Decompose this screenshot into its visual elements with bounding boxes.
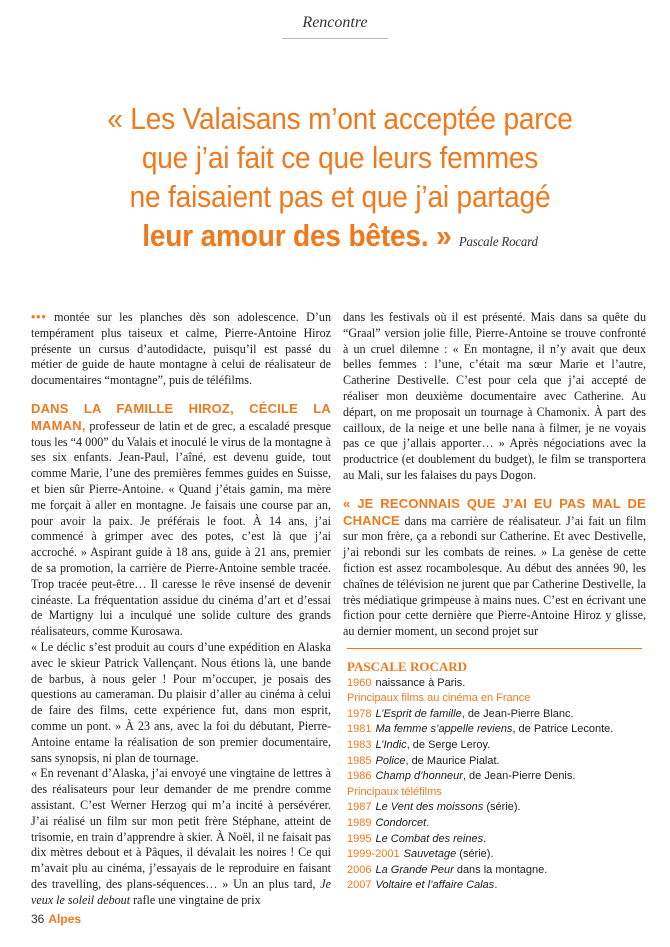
lead-in-heading: « JE RECONNAIS QUE J’AI EU PAS MAL DE CHANCE	[343, 495, 646, 528]
entry-year: 1983	[347, 738, 372, 751]
magazine-logo: Alpes	[48, 912, 82, 926]
entry-year: 1985	[347, 754, 372, 767]
filmography-entry	[347, 769, 642, 785]
paragraph-1: ••• montée sur les planches dès son adolescence. D’un tempérament plus taiseux et calme, Pierre-Antoine Hiroz présente un cursus d’autodidacte, puisqu’il est passé du métier de guide de haute montagne à celui de réalisateur de documentaires “montagne”, puis de téléfilms.	[31, 310, 331, 388]
tv-list	[347, 800, 642, 894]
entry-detail: .	[494, 879, 498, 892]
filmography-entry	[347, 863, 642, 879]
continuation-dots: •••	[31, 310, 47, 324]
entry-year: 2007	[347, 879, 372, 892]
film-title: Je veux le soleil debout	[31, 876, 331, 907]
filmography-entry	[347, 832, 642, 848]
filmography-entry	[347, 707, 642, 723]
entry-detail: .	[483, 832, 487, 845]
entry-title: Sauvetage	[403, 848, 457, 861]
pull-quote-line-1: « Les Valaisans m’ont acceptée parce	[107, 102, 573, 136]
entry-year: 1999-2001	[347, 848, 400, 861]
entry-year: 1981	[347, 723, 372, 736]
filmography-entry	[347, 878, 642, 894]
entry-detail: , de Maurice Pialat.	[405, 754, 500, 767]
filmography-entry	[347, 754, 642, 770]
entry-detail: (série).	[456, 848, 494, 861]
filmography-entry	[347, 738, 642, 754]
entry-title: Le Vent des moissons	[375, 801, 484, 814]
entry-detail: , de Jean-Pierre Blanc.	[461, 707, 574, 720]
entry-year: 1989	[347, 816, 372, 829]
pull-quote-line-4	[64, 217, 616, 262]
entry-detail: (série).	[483, 801, 521, 814]
pull-quote-bold: leur amour des bêtes. »	[142, 219, 452, 253]
filmography-entry	[347, 847, 642, 863]
paragraph-4: « En revenant d’Alaska, j’ai envoyé une vingtaine de lettres à des réalisateurs pour leur demander de me prendre comme assistant. C’est Werner Herzog qui m’a incité à persévérer. J’ai réalisé un film sur mon petit frère Stéphane, atteint de trisomie, en train d’apprendre à skier. À Noël, il ne faisait pas dix mètres debout et à Pâques, il dévalait les noires ! Ce qui m’avait plu au cinéma, j’essayais de le reproduire en faisant des travelling, des plans-séquences… » Un an plus tard, Je veux le soleil debout rafle une vingtaine de prix	[31, 766, 331, 907]
entry-title: L’Indic	[375, 738, 407, 751]
entry-title: Voltaire et l’affaire Calas	[375, 879, 495, 892]
quote-signature: Pascale Rocard	[458, 235, 538, 250]
left-column	[31, 310, 331, 908]
entry-year: 1986	[347, 770, 372, 783]
filmography-entry	[347, 800, 642, 816]
rubric-divider	[282, 38, 388, 39]
entry-year: 2006	[347, 863, 372, 876]
entry-year: 1995	[347, 832, 372, 845]
paragraph-3: « Le déclic s’est produit au cours d’une expédition en Alaska avec le skieur Patrick Vallençant. Nous étions là, une bande de barbus, à nous geler ! Pour m’occuper, je posais des questions au cameraman. Du plaisir d’aller au cinéma à celui de faire des films, cette expérience fut, dans mon esprit, comme un pont. » À 23 ans, avec la foi du débutant, Pierre-Antoine entame la réalisation de son premier documentaire, sans synopsis, ni plan de tournage.	[31, 639, 331, 765]
entry-detail: , de Patrice Leconte.	[512, 723, 614, 736]
entry-detail: .	[426, 816, 430, 829]
box-title: PASCALE ROCARD	[347, 659, 468, 674]
paragraph-5: dans les festivals où il est présenté. Mais dans sa quête du “Graal” version jolie fille, Pierre-Antoine se trouve confronté à un cruel dilemne : « En montagne, il n’y avait que deux belles femmes : l’une, c’était ma sœur Marie et l’autre, Catherine Destivelle. C’est pour cela que j’ai accepté de réaliser mon deuxième documentaire avec Catherine. Au départ, on me proposait un tournage à Chamonix. À part des cailloux, de la neige et une belle nana à filmer, je ne voyais pas ce que j’allais apporter… » Après négociations avec la productrice (et doublement du budget), le film se transportera au Mali, sur les falaises du pays Dogon.	[343, 310, 646, 482]
page-number: 36	[31, 912, 45, 926]
lead-in-heading: DANS LA FAMILLE HIROZ, CÉCILE LA MAMAN,	[31, 400, 331, 433]
pull-quote-line-3: ne faisaient pas et que j’ai partagé	[129, 180, 551, 214]
entry-year: 1978	[347, 707, 372, 720]
section-rubric: Rencontre	[302, 14, 368, 31]
filmography-entry	[347, 816, 642, 832]
pull-quote-line-2: que j’ai fait ce que leurs femmes	[141, 141, 539, 175]
entry-title: Condorcet	[375, 816, 427, 829]
cinema-list	[347, 707, 642, 785]
entry-detail: dans la montagne.	[453, 863, 548, 876]
birth-line: 1960 naissance à Paris.	[347, 676, 466, 689]
page-footer	[31, 912, 81, 926]
entry-title: L’Esprit de famille	[375, 707, 462, 720]
filmography-box	[347, 648, 642, 897]
entry-title: Champ d’honneur	[375, 770, 463, 783]
entry-title: La Grande Peur	[375, 863, 454, 876]
entry-year: 1987	[347, 801, 372, 814]
right-column	[343, 310, 646, 640]
cinema-heading: Principaux films au cinéma en France	[347, 692, 531, 705]
entry-detail: , de Serge Leroy.	[406, 738, 491, 751]
entry-title: Le Combat des reines	[375, 832, 484, 845]
pull-quote	[64, 100, 616, 262]
entry-title: Ma femme s’appelle reviens	[375, 723, 513, 736]
filmography-entry	[347, 722, 642, 738]
paragraph-2: DANS LA FAMILLE HIROZ, CÉCILE LA MAMAN, professeur de latin et de grec, a escaladé presque tous les “4 000” du Valais et inoculé le virus de la montagne à ses six enfants. Jean-Paul, l’aîné, est devenu guide, tout comme Marie, l’une des premières femmes guides en Suisse, et bien sûr Pierre-Antoine. « Quand j’étais gamin, ma mère me forçait à aller en montagne. Je faisais une course par an, pour avoir la paix. Je préférais le foot. À 14 ans, j’ai commencé à grimper avec des potes, c’est là que j’ai accroché. » Aspirant guide à 18 ans, guide à 21 ans, premier de sa promotion, la carrière de Pierre-Antoine semble tracée. Trop tracée peut-être… Il caresse le rêve insensé de devenir cinéaste. La fréquentation assidue du cinéma d’art et d’essai de Martigny lui a inculqué une solide culture des grands réalisateurs, comme Kurosawa.	[31, 400, 331, 639]
entry-title: Police	[375, 754, 406, 767]
tv-heading: Principaux téléfilms	[347, 785, 442, 798]
entry-detail: , de Jean-Pierre Denis.	[462, 770, 576, 783]
paragraph-6: « JE RECONNAIS QUE J’AI EU PAS MAL DE CHANCE dans ma carrière de réalisateur. J’ai fait un film sur mon frère, ça a rebondi sur Catherine. Et avec Destivelle, j’ai rebondi sur les combats de reines. » La genèse de cette fiction est assez rocambolesque. Au début des années 90, les chaînes de télévision ne jurent que par Catherine Destivelle, la très médiatique grimpeuse à mains nues. C’est en écrivant une fiction pour cette dernière que Pierre-Antoine Hiroz y glisse, au dernier moment, un second projet sur	[343, 495, 646, 639]
